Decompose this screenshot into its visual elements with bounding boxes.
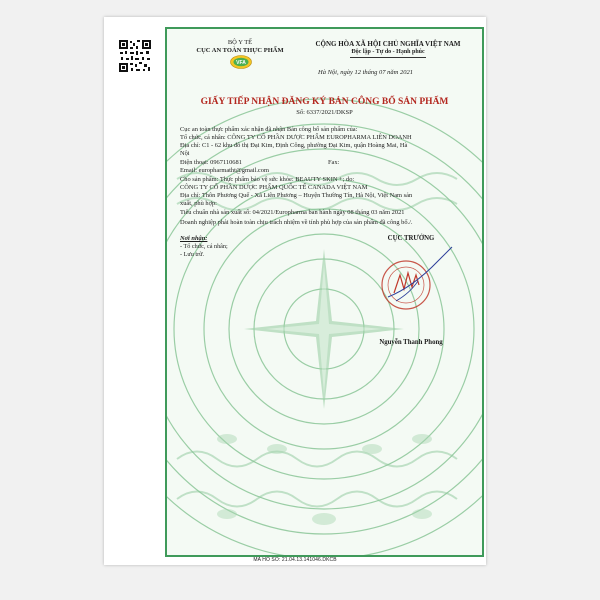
intro-text: Cục an toàn thực phẩm xác nhận đã nhận Bản công bố sản phẩm của: xyxy=(180,126,358,133)
recipient-item: - Lưu trữ. xyxy=(180,251,205,258)
signer-role: CỤC TRƯỞNG xyxy=(387,235,435,242)
email-address: Email: europharmatht@gmail.com xyxy=(180,167,269,174)
ministry-name: BỘ Y TẾ xyxy=(227,39,253,46)
manufacturer-address: Địa chỉ: Thôn Phương Quế - Xã Liên Phương – Huyện Thường Tín, Hà Nội, Việt Nam sản xyxy=(180,192,413,199)
product-line: Cho sản phẩm: Thực phẩm bảo vệ sức khỏe: BEAUTY SKIN +; do: xyxy=(180,176,355,183)
organization-address: Địa chỉ: C1 - 62 khu đô thị Đại Kim, Định Công, phường Đại Kim, quận Hoàng Mai, Hà xyxy=(180,142,408,149)
dossier-code: MA HO SO: 21.04.13.141046.DKCB xyxy=(253,557,337,563)
vfa-logo xyxy=(230,55,252,69)
document-title: GIẤY TIẾP NHẬN ĐĂNG KÝ BẢN CÔNG BỐ SẢN PHẨM xyxy=(200,97,449,107)
standard-line: Tiêu chuẩn nhà sản xuất số: 04/2021/Europharma ban hành ngày 08 tháng 03 năm 2021 xyxy=(180,209,405,216)
manufacturer-address-cont: xuất, phù hợp: xyxy=(180,200,217,207)
document-number: Số: 6337/2021/DKSP xyxy=(296,109,353,116)
phone-number: Điện thoại: 0967110681 xyxy=(180,159,242,166)
official-stamp-and-signature xyxy=(366,245,466,327)
national-motto: Độc lập - Tự do - Hạnh phúc xyxy=(351,49,425,55)
svg-text:VFA: VFA xyxy=(236,60,246,66)
organization-line: Tổ chức, cá nhân: CÔNG TY CỔ PHẦN DƯỢC PHẨM EUROPHARMA LIÊN DOANH xyxy=(180,134,412,141)
motto-underline xyxy=(350,57,426,58)
department-name: CỤC AN TOÀN THỰC PHẨM xyxy=(196,47,284,54)
fax-number: Fax: xyxy=(328,159,340,166)
recipient-item: - Tổ chức, cá nhân; xyxy=(180,243,228,250)
place-date: Hà Nội, ngày 12 tháng 07 năm 2021 xyxy=(318,69,413,76)
certificate-page xyxy=(104,17,486,565)
responsibility-line: Doanh nghiệp phải hoàn toàn chịu trách nhiệm về tính phù hợp của sản phẩm đã công bố./. xyxy=(180,219,413,226)
manufacturer-name: CÔNG TY CỔ PHẦN DƯỢC PHẨM QUỐC TẾ CANADA VIỆT NAM xyxy=(180,184,368,191)
signer-name: Nguyễn Thanh Phong xyxy=(379,339,443,346)
organization-address-cont: Nội xyxy=(180,150,190,157)
country-name: CỘNG HÒA XÃ HỘI CHỦ NGHĨA VIỆT NAM xyxy=(315,40,461,48)
qr-code xyxy=(118,39,152,73)
recipients-heading: Nơi nhận: xyxy=(180,235,208,242)
